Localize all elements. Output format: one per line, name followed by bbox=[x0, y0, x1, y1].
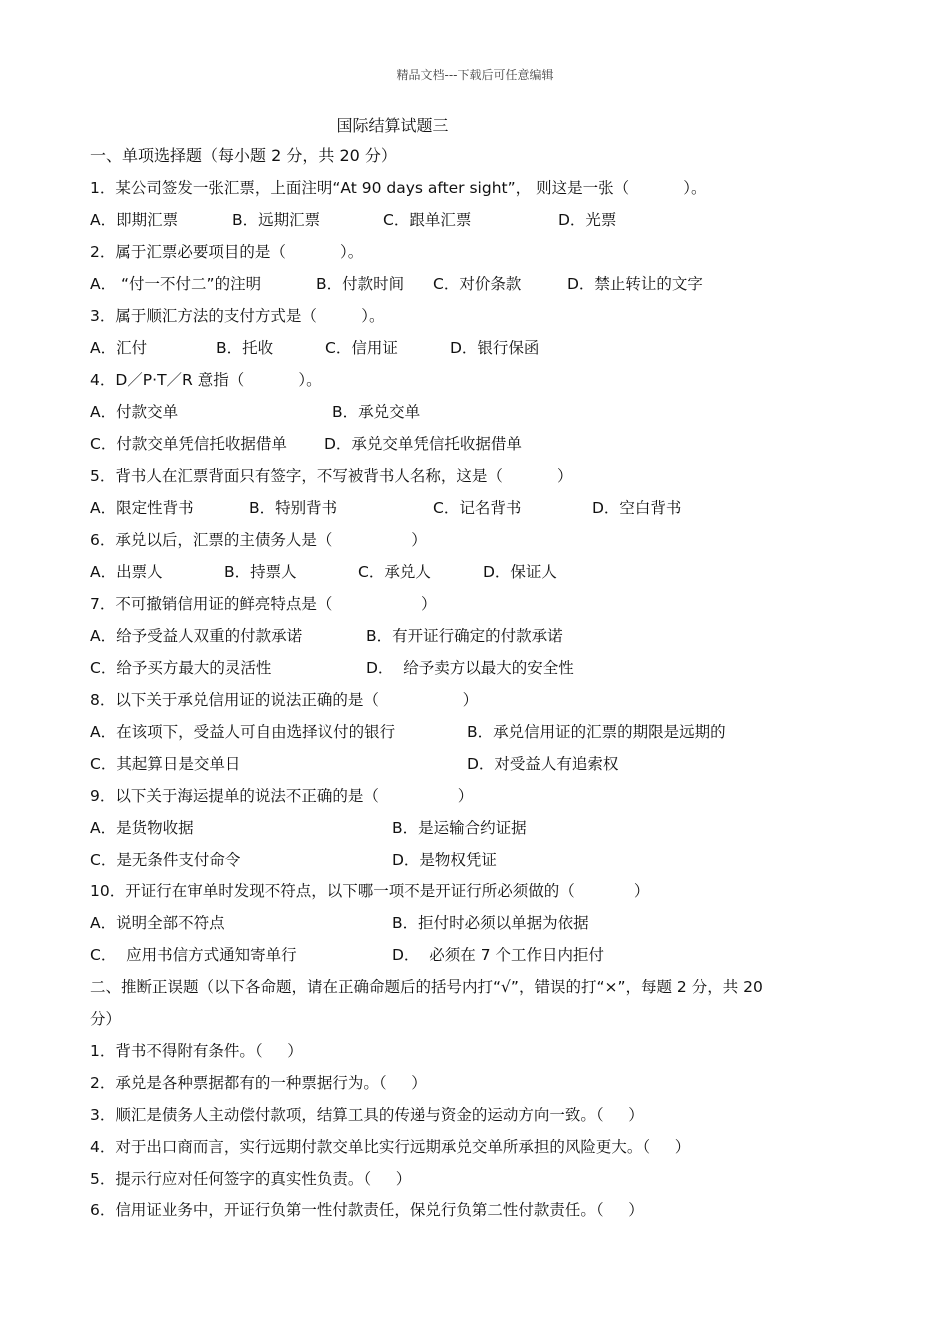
option-b: B．托收 bbox=[216, 339, 274, 357]
question-5: 5．背书人在汇票背面只有签字，不写被背书人名称，这是（ ） bbox=[90, 467, 573, 485]
question-4: 4．D／P·T／R 意指（ ）。 bbox=[90, 371, 322, 389]
option-c: C．对价条款 bbox=[433, 275, 522, 293]
question-9: 9．以下关于海运提单的说法不正确的是（ ） bbox=[90, 787, 474, 805]
option-c: C．其起算日是交单日 bbox=[90, 755, 241, 773]
question-10: 10．开证行在审单时发现不符点，以下哪一项不是开证行所必须做的（ ） bbox=[90, 882, 650, 900]
question-9-options-cd bbox=[90, 850, 790, 910]
section-2-heading: 二、推断正误题（以下各命题，请在正确命题后的括号内打“√”，错误的打“×”，每题 2 分，共 20 bbox=[90, 978, 763, 996]
option-c: C．跟单汇票 bbox=[383, 211, 472, 229]
page-header: 精品文档---下载后可任意编辑 bbox=[396, 68, 554, 82]
option-c: C．是无条件支付命令 bbox=[90, 851, 241, 869]
option-b: B．付款时间 bbox=[316, 275, 405, 293]
option-a: A．给予受益人双重的付款承诺 bbox=[90, 627, 303, 645]
option-d: D．承兑交单凭信托收据借单 bbox=[324, 435, 522, 453]
tf-item-2: 2．承兑是各种票据都有的一种票据行为。（ ） bbox=[90, 1074, 427, 1092]
option-a: A．在该项下，受益人可自由选择议付的银行 bbox=[90, 723, 396, 741]
question-1: 1．某公司签发一张汇票，上面注明“At 90 days after sight”， 则这是一张（ ）。 bbox=[90, 179, 707, 197]
section-2-heading-continued: 分） bbox=[90, 1010, 122, 1028]
option-d: D．银行保函 bbox=[450, 339, 540, 357]
option-a: A．说明全部不符点 bbox=[90, 914, 225, 932]
option-d: D． 必须在 7 个工作日内拒付 bbox=[392, 946, 605, 964]
option-a: A．出票人 bbox=[90, 563, 163, 581]
option-d: D． 给予卖方以最大的安全性 bbox=[366, 659, 574, 677]
question-6: 6．承兑以后，汇票的主债务人是（ ） bbox=[90, 531, 427, 549]
question-8: 8．以下关于承兑信用证的说法正确的是（ ） bbox=[90, 691, 479, 709]
option-c: C． 应用书信方式通知寄单行 bbox=[90, 946, 297, 964]
option-a: A． “付一不付二”的注明 bbox=[90, 275, 262, 293]
tf-item-5: 5．提示行应对任何签字的真实性负责。（ ） bbox=[90, 1170, 412, 1188]
option-b: B．是运输合约证据 bbox=[392, 819, 527, 837]
option-c: C．给予买方最大的灵活性 bbox=[90, 659, 272, 677]
question-7: 7．不可撤销信用证的鲜亮特点是（ ） bbox=[90, 595, 437, 613]
option-a: A．汇付 bbox=[90, 339, 148, 357]
option-b: B．持票人 bbox=[224, 563, 297, 581]
tf-item-1: 1．背书不得附有条件。（ ） bbox=[90, 1042, 303, 1060]
option-c: C．承兑人 bbox=[358, 563, 431, 581]
option-d: D．是物权凭证 bbox=[392, 851, 497, 869]
option-a: A．限定性背书 bbox=[90, 499, 194, 517]
option-d: D．禁止转让的文字 bbox=[567, 275, 703, 293]
option-b: B．特别背书 bbox=[249, 499, 338, 517]
option-b: B．有开证行确定的付款承诺 bbox=[366, 627, 563, 645]
exam-title: 国际结算试题三 bbox=[336, 116, 449, 135]
option-c: C．信用证 bbox=[325, 339, 398, 357]
option-a: A．即期汇票 bbox=[90, 211, 179, 229]
option-a: A．付款交单 bbox=[90, 403, 179, 421]
question-3: 3．属于顺汇方法的支付方式是（ ）。 bbox=[90, 307, 385, 325]
tf-item-3: 3．顺汇是债务人主动偿付款项，结算工具的传递与资金的运动方向一致。（ ） bbox=[90, 1106, 644, 1124]
option-b: B．拒付时必须以单据为依据 bbox=[392, 914, 589, 932]
option-d: D．对受益人有追索权 bbox=[467, 755, 619, 773]
question-2: 2．属于汇票必要项目的是（ ）。 bbox=[90, 243, 364, 261]
section-1-heading: 一、单项选择题（每小题 2 分，共 20 分） bbox=[90, 146, 397, 165]
option-d: D．保证人 bbox=[483, 563, 557, 581]
tf-item-6: 6．信用证业务中，开证行负第一性付款责任，保兑行负第二性付款责任。（ ） bbox=[90, 1201, 644, 1219]
option-b: B．承兑交单 bbox=[332, 403, 421, 421]
option-b: B．承兑信用证的汇票的期限是远期的 bbox=[467, 723, 726, 741]
option-c: C．付款交单凭信托收据借单 bbox=[90, 435, 287, 453]
option-a: A．是货物收据 bbox=[90, 819, 194, 837]
option-d: D．光票 bbox=[558, 211, 617, 229]
option-c: C．记名背书 bbox=[433, 499, 522, 517]
option-b: B．远期汇票 bbox=[232, 211, 321, 229]
option-d: D．空白背书 bbox=[592, 499, 682, 517]
tf-item-4: 4．对于出口商而言，实行远期付款交单比实行远期承兑交单所承担的风险更大。（ ） bbox=[90, 1138, 691, 1156]
